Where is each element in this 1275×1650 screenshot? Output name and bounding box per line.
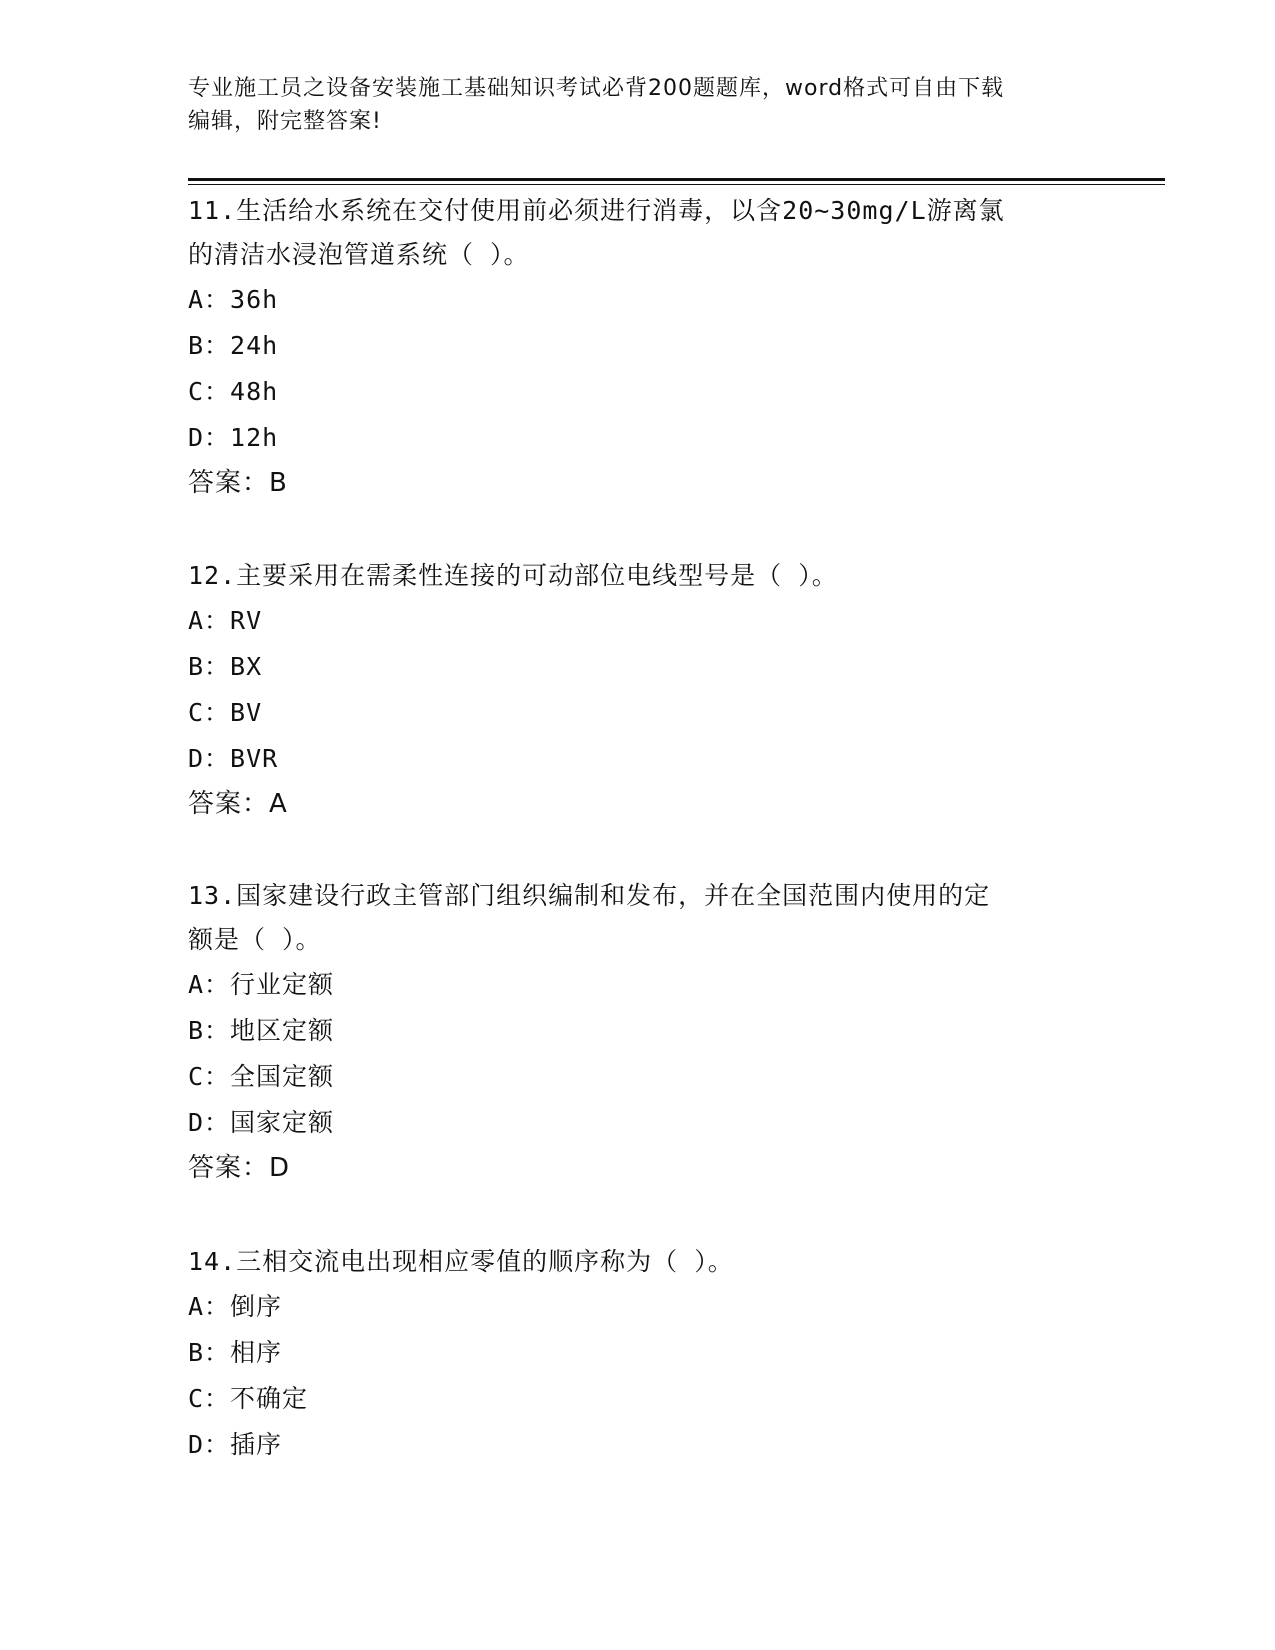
question-text-line-1: 11.生活给水系统在交付使用前必须进行消毒，以含20~30mg/L游离氯 bbox=[188, 196, 1005, 225]
header-line-1: 专业施工员之设备安装施工基础知识考试必背200题题库，word格式可自由下载 bbox=[188, 76, 1005, 101]
header-line-2: 编辑，附完整答案! bbox=[188, 109, 382, 134]
option-d: D：BVR bbox=[188, 744, 279, 773]
option-d: D：插序 bbox=[188, 1430, 283, 1459]
header-divider-thin bbox=[188, 184, 1165, 185]
option-b: B：24h bbox=[188, 331, 279, 360]
question-14 bbox=[188, 1240, 1088, 1468]
answer: 答案：A bbox=[188, 789, 288, 819]
question-text-line-2: 额是（ ）。 bbox=[188, 925, 322, 954]
question-text-line-1: 12.主要采用在需柔性连接的可动部位电线型号是（ ）。 bbox=[188, 561, 838, 590]
question-text-line-1: 14.三相交流电出现相应零值的顺序称为（ ）。 bbox=[188, 1247, 734, 1276]
option-a: A：RV bbox=[188, 606, 263, 635]
option-c: C：全国定额 bbox=[188, 1062, 335, 1091]
question-12 bbox=[188, 554, 1088, 826]
option-b: B：相序 bbox=[188, 1338, 283, 1367]
question-text-line-1: 13.国家建设行政主管部门组织编制和发布，并在全国范围内使用的定 bbox=[188, 881, 991, 910]
option-c: C：48h bbox=[188, 377, 279, 406]
header-divider-thick bbox=[188, 178, 1165, 181]
option-d: D：国家定额 bbox=[188, 1108, 335, 1137]
option-c: C：不确定 bbox=[188, 1384, 309, 1413]
document-header bbox=[188, 72, 1068, 138]
answer: 答案：B bbox=[188, 468, 288, 498]
option-a: A：倒序 bbox=[188, 1292, 283, 1321]
option-b: B：地区定额 bbox=[188, 1016, 335, 1045]
option-a: A：36h bbox=[188, 285, 279, 314]
option-b: B：BX bbox=[188, 652, 263, 681]
answer: 答案：D bbox=[188, 1153, 291, 1183]
question-11 bbox=[188, 189, 1088, 505]
option-d: D：12h bbox=[188, 423, 279, 452]
question-13 bbox=[188, 874, 1088, 1190]
option-c: C：BV bbox=[188, 698, 263, 727]
question-text-line-2: 的清洁水浸泡管道系统（ ）。 bbox=[188, 240, 530, 269]
option-a: A：行业定额 bbox=[188, 970, 335, 999]
